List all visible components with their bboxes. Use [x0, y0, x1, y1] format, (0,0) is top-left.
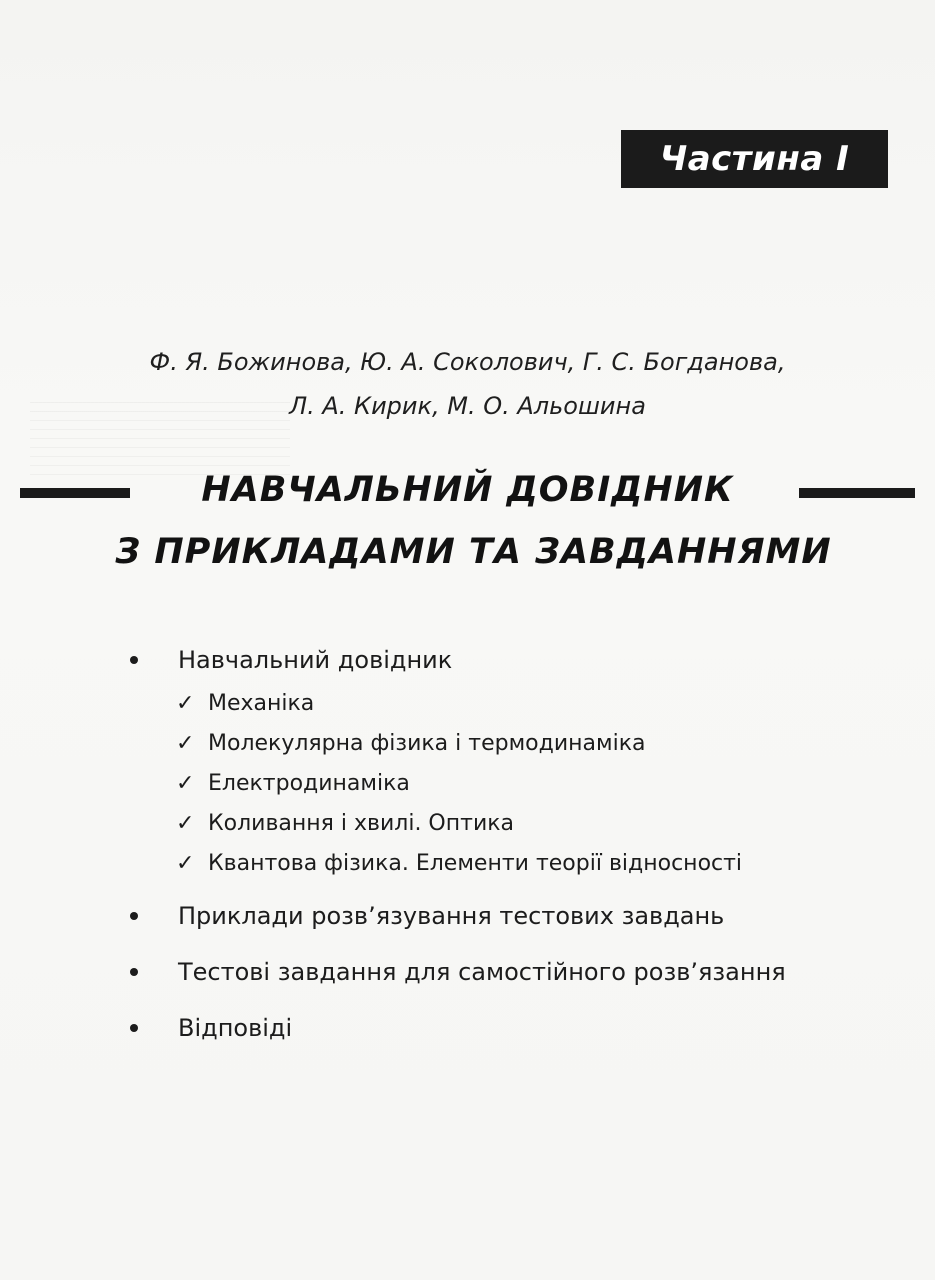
part-badge-label: Частина І — [659, 139, 850, 179]
sub-list-item — [120, 844, 900, 884]
list-item-label: Тестові завдання для самостійного розв’язання — [178, 958, 786, 986]
authors-block — [60, 340, 875, 428]
title-line-1: НАВЧАЛЬНИЙ ДОВІДНИК — [201, 470, 734, 510]
sub-item-label: Молекулярна фізика і термодинаміка — [208, 731, 646, 756]
book-title — [20, 462, 915, 580]
bullet-dot-icon — [130, 1024, 138, 1032]
title-row-2 — [20, 524, 915, 580]
bullet-dot-icon — [130, 968, 138, 976]
sub-item-label: Квантова фізика. Елементи теорії відносності — [208, 851, 743, 876]
list-item — [120, 1004, 900, 1052]
title-line-2: З ПРИКЛАДАМИ ТА ЗАВДАННЯМИ — [115, 532, 832, 572]
sub-list-item — [120, 764, 900, 804]
sub-item-label: Механіка — [208, 691, 315, 716]
list-item-label: Відповіді — [178, 1014, 293, 1042]
list-item — [120, 948, 900, 996]
title-rule-right — [799, 488, 915, 498]
sub-list — [120, 684, 900, 884]
title-rule-left — [20, 488, 130, 498]
checkmark-icon: ✓ — [176, 851, 195, 876]
sub-list-item — [120, 804, 900, 844]
authors-line-1: Ф. Я. Божинова, Ю. А. Соколович, Г. С. Богданова, — [149, 348, 786, 376]
authors-line-2: Л. А. Кирик, М. О. Альошина — [289, 392, 646, 420]
sub-list-item — [120, 684, 900, 724]
bullet-dot-icon — [130, 912, 138, 920]
title-row-1 — [20, 462, 915, 518]
list-item — [120, 636, 900, 684]
checkmark-icon: ✓ — [176, 811, 195, 836]
list-item — [120, 892, 900, 940]
sub-item-label: Коливання і хвилі. Оптика — [208, 811, 515, 836]
checkmark-icon: ✓ — [176, 731, 195, 756]
list-item-label: Приклади розв’язування тестових завдань — [178, 902, 725, 930]
checkmark-icon: ✓ — [176, 771, 195, 796]
part-badge — [621, 130, 888, 188]
list-item-label: Навчальний довідник — [178, 646, 453, 674]
checkmark-icon: ✓ — [176, 691, 195, 716]
bullet-dot-icon — [130, 656, 138, 664]
contents-list — [120, 636, 900, 1052]
sub-item-label: Електродинаміка — [208, 771, 410, 796]
sub-list-item — [120, 724, 900, 764]
